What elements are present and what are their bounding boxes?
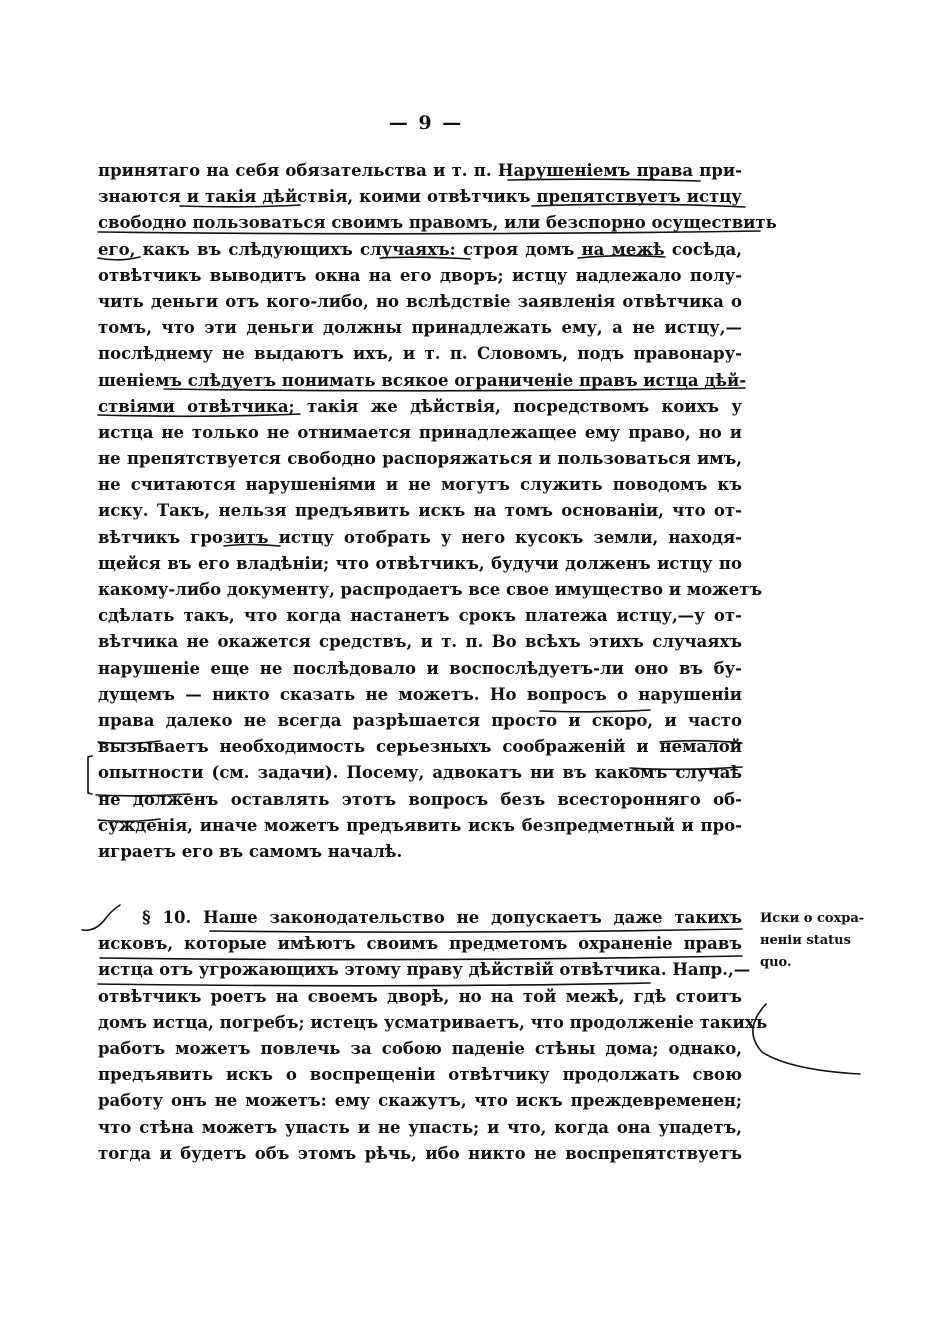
text-line: тогда и будетъ объ этомъ рѣчь, ибо никто не воспрепятствуетъ: [98, 1143, 742, 1163]
text-line: сужденія, иначе можетъ предъявить искъ безпредметный и про-: [98, 815, 742, 835]
text-line: что стѣна можетъ упасть и не упасть; и что, когда она упадетъ,: [98, 1117, 742, 1137]
text-line: не препятствуется свободно распоряжаться и пользоваться имъ,: [98, 449, 742, 469]
text-line: свободно пользоваться своимъ правомъ, или безспорно осуществить: [98, 213, 777, 233]
margin-note-line: Иски о сохра-: [760, 911, 865, 926]
page-number: — 9 —: [388, 112, 464, 134]
bracket-mark: [88, 756, 92, 794]
text-line: играетъ его въ самомъ началѣ.: [98, 841, 403, 861]
text-line: работу онъ не можетъ: ему скажутъ, что искъ преждевременен;: [98, 1091, 742, 1111]
text-line: истца отъ угрожающихъ этому праву дѣйствій отвѣтчика. Напр.,—: [98, 960, 751, 980]
text-line: отвѣтчикъ выводитъ окна на его дворъ; истцу надлежало полу-: [98, 265, 742, 285]
text-line: не считаются нарушеніями и не могутъ служить поводомъ къ: [98, 475, 742, 495]
text-line: иску. Такъ, нельзя предъявить искъ на томъ основаніи, что от-: [98, 501, 742, 521]
text-line: опытности (см. задачи). Посему, адвокатъ ни въ какомъ случаѣ: [98, 763, 742, 783]
text-line: его, какъ въ слѣдующихъ случаяхъ: строя домъ на межѣ сосѣда,: [98, 239, 742, 259]
text-line: томъ, что эти деньги должны принадлежать ему, а не истцу,—: [98, 318, 742, 338]
text-line: исковъ, которые имѣютъ своимъ предметомъ охраненіе правъ: [98, 934, 742, 954]
text-line: вѣтчикъ грозитъ истцу отобрать у него кусокъ земли, находя-: [98, 527, 742, 547]
margin-bracket-mark: [753, 1004, 860, 1074]
section-heading-line: § 10. Наше законодательство не допускаетъ даже такихъ: [142, 908, 742, 927]
text-line: щейся въ его владѣніи; что отвѣтчикъ, будучи долженъ истцу по: [98, 553, 742, 573]
text-line: какому-либо документу, распродаетъ все свое имущество и можетъ: [98, 580, 763, 599]
text-line: шеніемъ слѣдуетъ понимать всякое ограниченіе правъ истца дѣй-: [98, 370, 747, 390]
text-line: домъ истца, погребъ; истецъ усматриваетъ, что продолженіе такихъ: [98, 1012, 768, 1032]
text-line: дущемъ — никто сказать не можетъ. Но вопросъ о нарушеніи: [98, 684, 742, 704]
margin-note-line: quo.: [760, 955, 792, 970]
margin-note-line: неніи status: [760, 933, 851, 948]
text-line: истца не только не отнимается принадлежащее ему право, но и: [98, 422, 742, 442]
text-line: работъ можетъ повлечь за собою паденіе стѣны дома; однако,: [98, 1038, 742, 1058]
text-line: отвѣтчикъ роетъ на своемъ дворѣ, но на той межѣ, гдѣ стоитъ: [98, 986, 742, 1006]
text-line: предъявить искъ о воспрещеніи отвѣтчику продолжать свою: [98, 1065, 742, 1085]
text-line: сдѣлать такъ, что когда настанетъ срокъ платежа истцу,—у от-: [98, 606, 742, 626]
text-line: знаются и такія дѣйствія, коими отвѣтчикъ препятствуетъ истцу: [98, 187, 742, 207]
paragraph-block-1: [98, 158, 777, 865]
text-line: нарушеніе еще не послѣдовало и воспослѣдуетъ-ли оно въ бу-: [98, 658, 742, 678]
text-line: послѣднему не выдаютъ ихъ, и т. п. Словомъ, подъ правонару-: [98, 344, 742, 364]
margin-note: [760, 908, 865, 974]
text-line: принятаго на себя обязательства и т. п. Нарушеніемъ права при-: [98, 161, 742, 180]
text-line: не долженъ оставлять этотъ вопросъ безъ всесторонняго об-: [98, 789, 742, 809]
text-line: права далеко не всегда разрѣшается просто и скоро, и часто: [98, 710, 742, 730]
paragraph-block-2: [98, 905, 768, 1167]
text-line: ствіями отвѣтчика; такія же дѣйствія, посредствомъ коихъ у: [98, 396, 742, 416]
text-line: чить деньги отъ кого-либо, но вслѣдствіе заявленія отвѣтчика о: [98, 291, 742, 311]
text-line: вѣтчика не окажется средствъ, и т. п. Во всѣхъ этихъ случаяхъ: [98, 632, 742, 652]
text-line: вызываетъ необходимость серьезныхъ соображеній и немалой: [98, 737, 742, 757]
